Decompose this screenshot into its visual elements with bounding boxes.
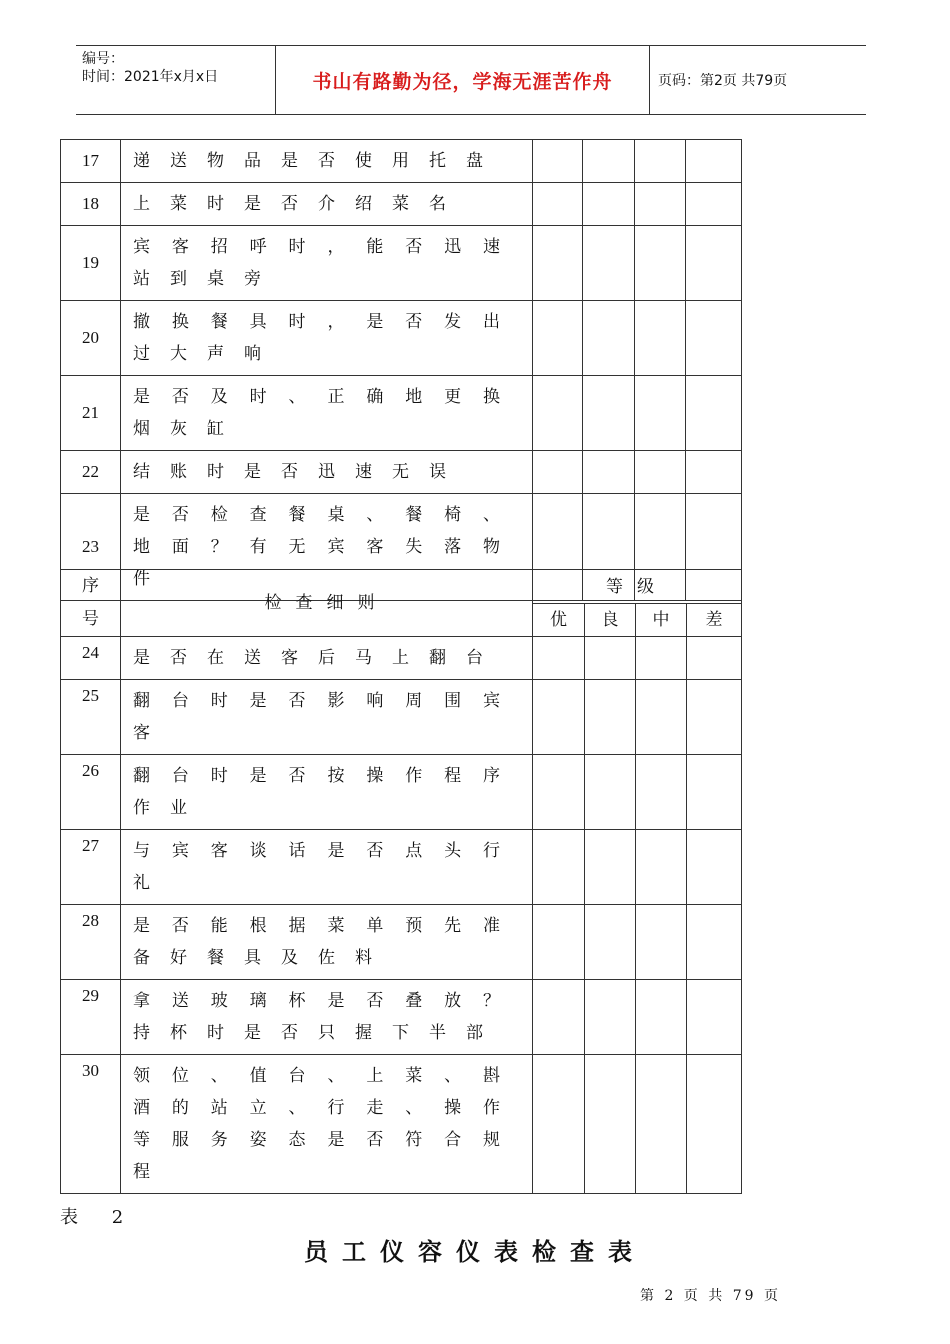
table-row bbox=[61, 905, 742, 980]
grade-cell-poor[interactable] bbox=[687, 755, 742, 830]
grade-good: 良 bbox=[585, 604, 636, 637]
inspection-table-continued bbox=[60, 139, 742, 601]
grade-cell-good[interactable] bbox=[583, 451, 635, 494]
row-criterion: 宾客招呼时，能否迅速站到桌旁 bbox=[121, 226, 533, 301]
grade-cell-average[interactable] bbox=[635, 140, 686, 183]
grade-cell-average[interactable] bbox=[636, 755, 687, 830]
row-criterion: 与宾客谈话是否点头行礼 bbox=[121, 830, 533, 905]
table-row bbox=[61, 301, 742, 376]
grade-cell-poor[interactable] bbox=[687, 637, 742, 680]
grade-cell-excellent[interactable] bbox=[533, 905, 585, 980]
header-seq bbox=[61, 570, 121, 637]
grade-cell-average[interactable] bbox=[635, 451, 686, 494]
page-header bbox=[76, 45, 866, 115]
grade-cell-poor[interactable] bbox=[687, 1055, 742, 1194]
grade-cell-good[interactable] bbox=[585, 680, 636, 755]
header-seq-label: 序号 bbox=[82, 576, 99, 629]
grade-cell-poor[interactable] bbox=[686, 301, 742, 376]
grade-cell-excellent[interactable] bbox=[533, 680, 585, 755]
grade-cell-good[interactable] bbox=[585, 755, 636, 830]
grade-cell-poor[interactable] bbox=[686, 376, 742, 451]
grade-cell-poor[interactable] bbox=[687, 980, 742, 1055]
table-row bbox=[61, 451, 742, 494]
row-number: 17 bbox=[61, 140, 121, 183]
grade-cell-good[interactable] bbox=[585, 830, 636, 905]
grade-cell-average[interactable] bbox=[635, 183, 686, 226]
grade-cell-excellent[interactable] bbox=[533, 376, 583, 451]
row-criterion: 撤换餐具时，是否发出过大声响 bbox=[121, 301, 533, 376]
grade-cell-good[interactable] bbox=[585, 637, 636, 680]
grade-cell-poor[interactable] bbox=[687, 830, 742, 905]
row-criterion: 递送物品是否使用托盘 bbox=[121, 140, 533, 183]
grade-cell-excellent[interactable] bbox=[533, 451, 583, 494]
grade-cell-average[interactable] bbox=[636, 980, 687, 1055]
table-row bbox=[61, 980, 742, 1055]
row-criterion: 上菜时是否介绍菜名 bbox=[121, 183, 533, 226]
grade-excellent: 优 bbox=[533, 604, 585, 637]
inspection-table bbox=[60, 569, 742, 1194]
grade-cell-average[interactable] bbox=[636, 680, 687, 755]
grade-cell-excellent[interactable] bbox=[533, 301, 583, 376]
grade-cell-excellent[interactable] bbox=[533, 755, 585, 830]
row-criterion: 是否及时、正确地更换烟灰缸 bbox=[121, 376, 533, 451]
header-motto: 书山有路勤为径，学海无涯苦作舟 bbox=[276, 46, 650, 114]
table-row bbox=[61, 830, 742, 905]
grade-poor: 差 bbox=[687, 604, 742, 637]
grade-cell-good[interactable] bbox=[585, 980, 636, 1055]
table-label: 表 2 bbox=[60, 1207, 138, 1228]
grade-cell-average[interactable] bbox=[636, 1055, 687, 1194]
grade-cell-poor[interactable] bbox=[686, 451, 742, 494]
row-criterion: 是否在送客后马上翻台 bbox=[121, 637, 533, 680]
grade-cell-good[interactable] bbox=[583, 183, 635, 226]
row-number: 19 bbox=[61, 226, 121, 301]
header-page-info: 页码：第2页 共79页 bbox=[658, 73, 788, 89]
grade-cell-average[interactable] bbox=[635, 376, 686, 451]
grade-cell-good[interactable] bbox=[583, 301, 635, 376]
table-row bbox=[61, 755, 742, 830]
grade-cell-average[interactable] bbox=[636, 637, 687, 680]
grade-cell-excellent[interactable] bbox=[533, 140, 583, 183]
grade-cell-excellent[interactable] bbox=[533, 637, 585, 680]
table-row bbox=[61, 226, 742, 301]
grade-cell-good[interactable] bbox=[583, 140, 635, 183]
row-number: 27 bbox=[61, 830, 121, 905]
grade-cell-excellent[interactable] bbox=[533, 226, 583, 301]
grade-cell-good[interactable] bbox=[585, 1055, 636, 1194]
table-row bbox=[61, 680, 742, 755]
row-number: 18 bbox=[61, 183, 121, 226]
table-row bbox=[61, 376, 742, 451]
grade-cell-average[interactable] bbox=[636, 830, 687, 905]
row-number: 25 bbox=[61, 680, 121, 755]
grade-cell-poor[interactable] bbox=[686, 226, 742, 301]
grade-cell-excellent[interactable] bbox=[533, 1055, 585, 1194]
row-number: 24 bbox=[61, 637, 121, 680]
grade-average: 中 bbox=[636, 604, 687, 637]
doc-title: 员工仪容仪表检查表 bbox=[304, 1238, 646, 1266]
row-number: 20 bbox=[61, 301, 121, 376]
grade-cell-poor[interactable] bbox=[686, 183, 742, 226]
row-number: 23 bbox=[61, 494, 121, 601]
row-criterion: 是否检查餐桌、餐椅、地面？有无宾客失落物件 bbox=[121, 494, 533, 601]
grade-cell-good[interactable] bbox=[583, 376, 635, 451]
grade-cell-average[interactable] bbox=[635, 301, 686, 376]
row-criterion: 翻台时是否影响周围宾客 bbox=[121, 680, 533, 755]
row-criterion: 是否能根据菜单预先准备好餐具及佐料 bbox=[121, 905, 533, 980]
header-meta bbox=[76, 46, 276, 114]
grade-cell-poor[interactable] bbox=[686, 140, 742, 183]
grade-cell-excellent[interactable] bbox=[533, 830, 585, 905]
row-criterion: 领位、值台、上菜、斟酒的站立、行走、操作等服务姿态是否符合规程 bbox=[121, 1055, 533, 1194]
table-row bbox=[61, 1055, 742, 1194]
row-criterion: 拿送玻璃杯是否叠放？持杯时是否只握下半部 bbox=[121, 980, 533, 1055]
header-grade: 等级 bbox=[533, 570, 742, 604]
page-footer: 第 2 页 共 79 页 bbox=[640, 1288, 781, 1304]
row-number: 26 bbox=[61, 755, 121, 830]
time-label: 时间：2021年x月x日 bbox=[82, 69, 219, 85]
row-number: 29 bbox=[61, 980, 121, 1055]
number-label: 编号： bbox=[82, 51, 124, 67]
grade-cell-average[interactable] bbox=[636, 905, 687, 980]
grade-cell-average[interactable] bbox=[635, 226, 686, 301]
header-detail: 检查细则 bbox=[121, 570, 533, 637]
grade-cell-excellent[interactable] bbox=[533, 183, 583, 226]
grade-cell-good[interactable] bbox=[583, 226, 635, 301]
grade-cell-good[interactable] bbox=[585, 905, 636, 980]
grade-cell-excellent[interactable] bbox=[533, 980, 585, 1055]
table-row bbox=[61, 140, 742, 183]
row-criterion: 结账时是否迅速无误 bbox=[121, 451, 533, 494]
grade-cell-poor[interactable] bbox=[687, 680, 742, 755]
row-number: 22 bbox=[61, 451, 121, 494]
table-row bbox=[61, 183, 742, 226]
row-number: 21 bbox=[61, 376, 121, 451]
row-number: 28 bbox=[61, 905, 121, 980]
table-row bbox=[61, 637, 742, 680]
row-number: 30 bbox=[61, 1055, 121, 1194]
row-criterion: 翻台时是否按操作程序作业 bbox=[121, 755, 533, 830]
grade-cell-poor[interactable] bbox=[687, 905, 742, 980]
